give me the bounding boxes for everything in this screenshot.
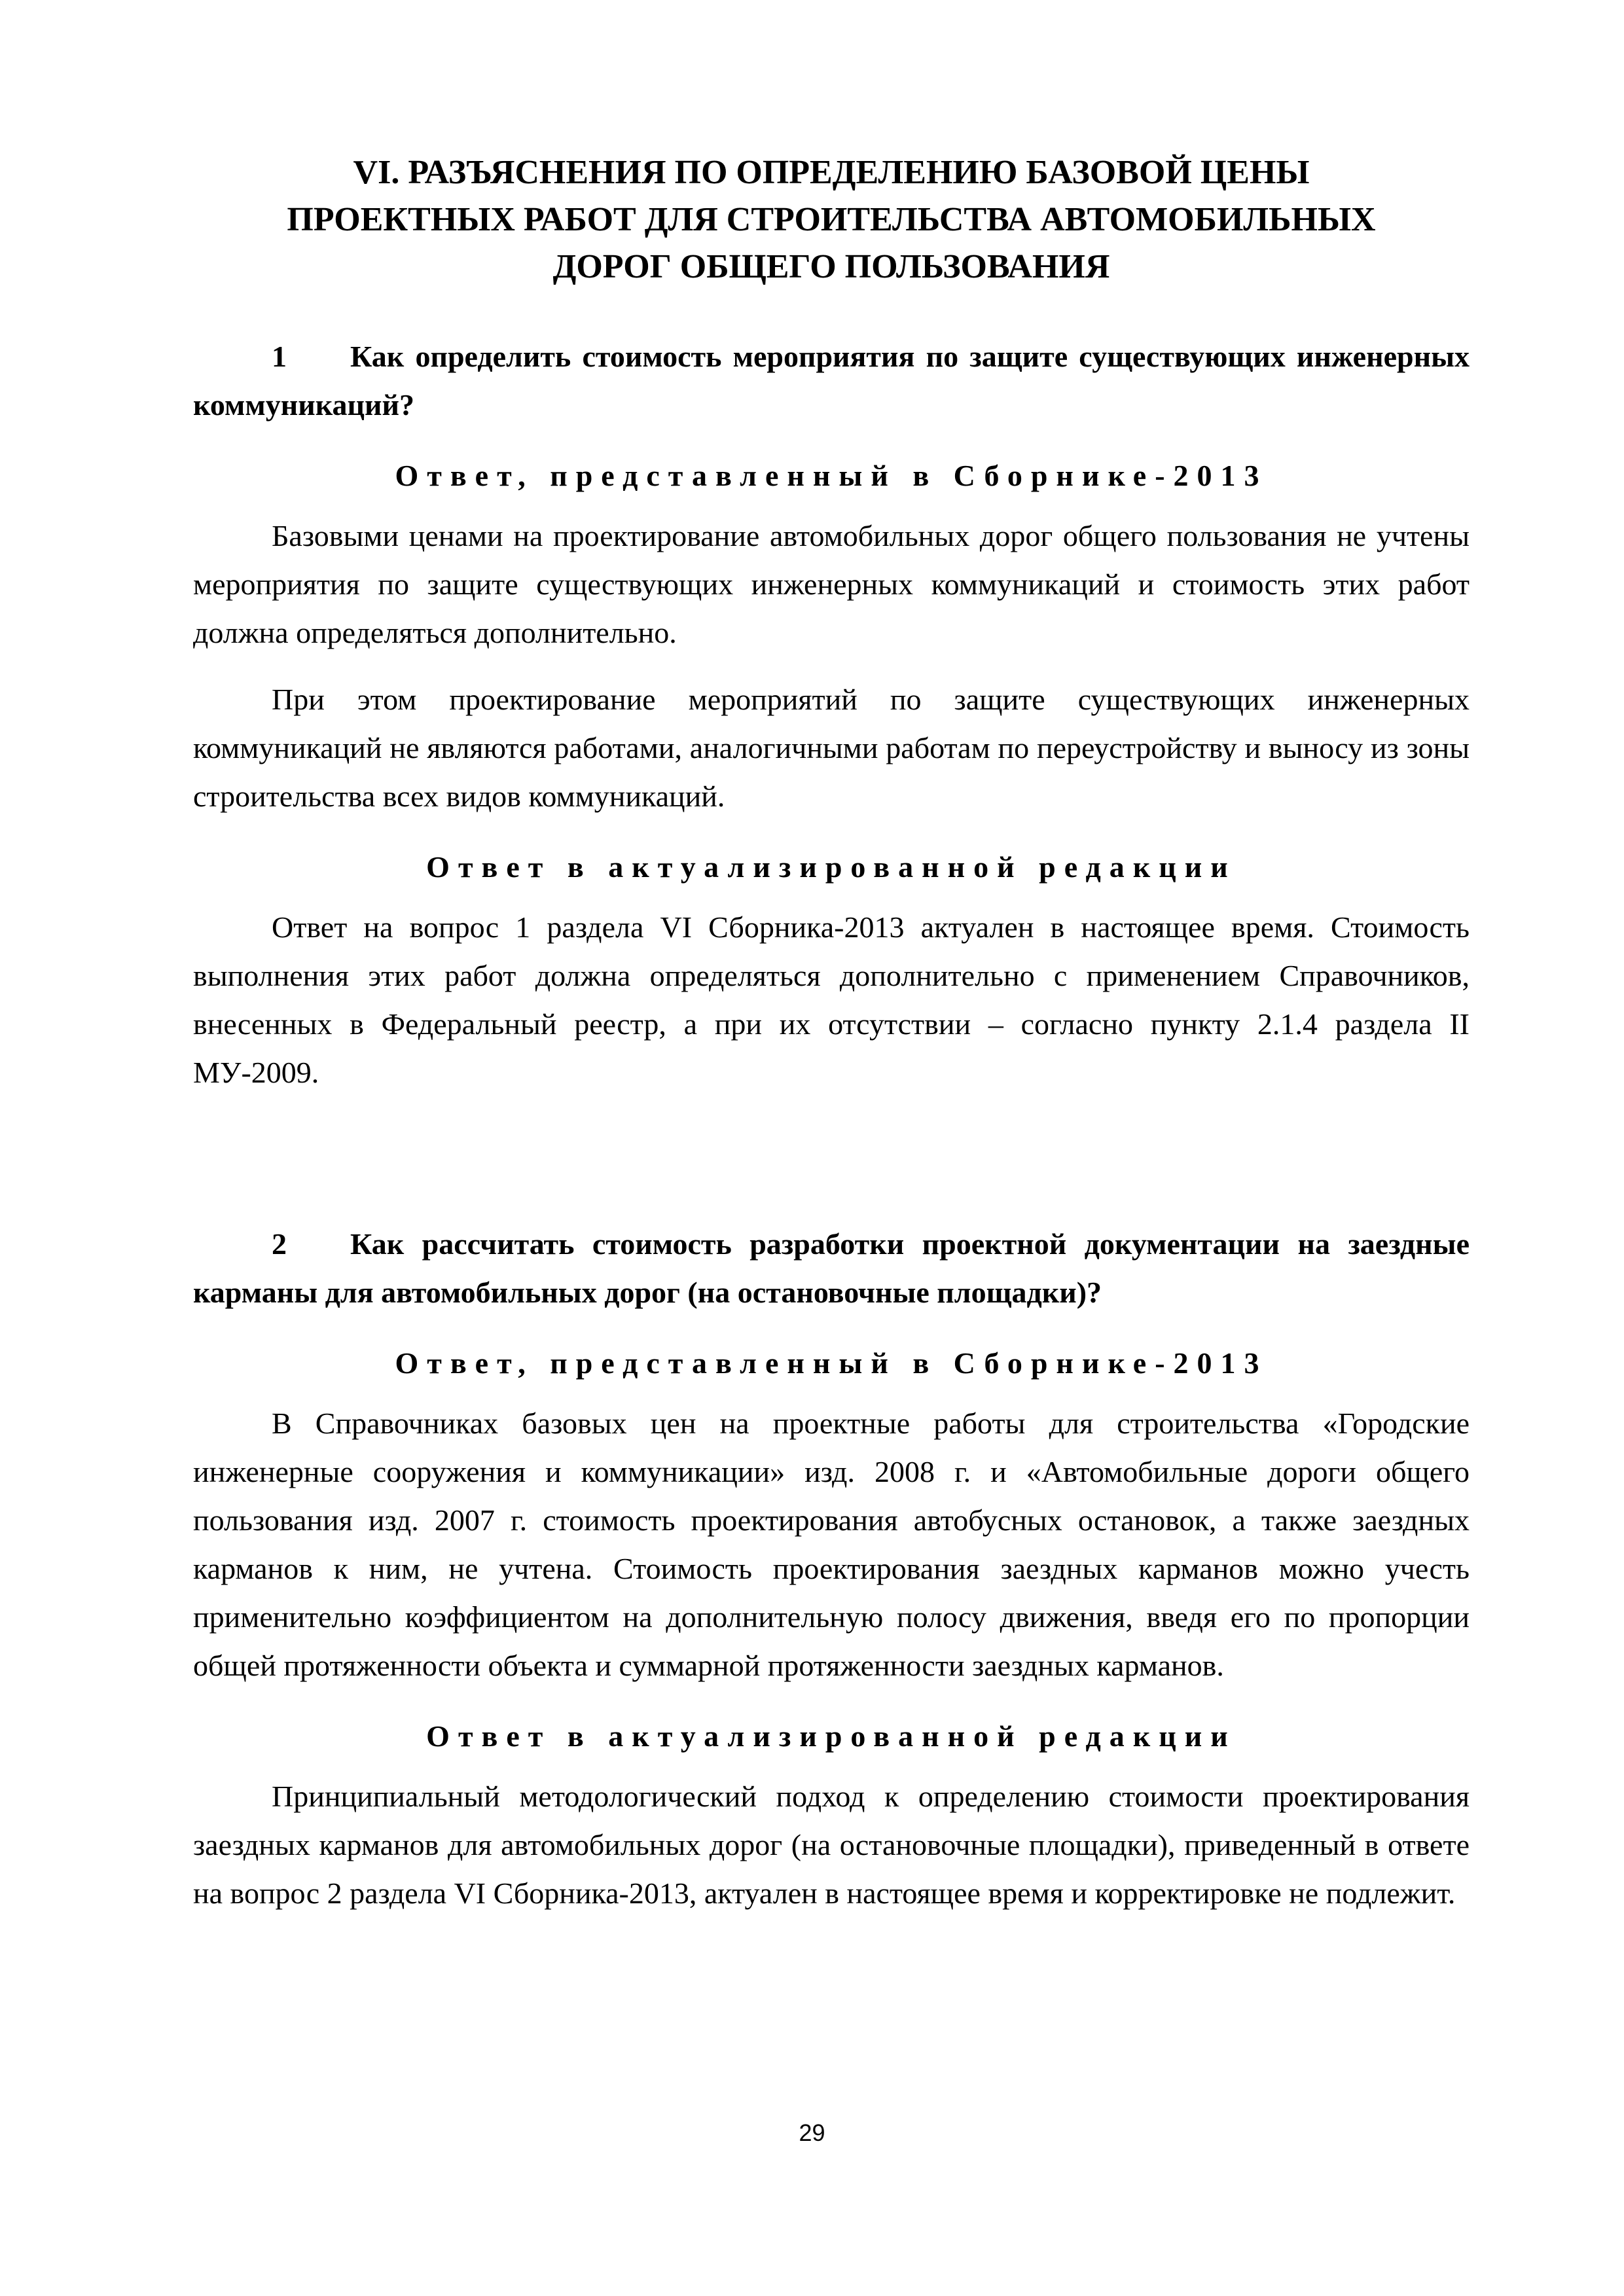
document-body	[193, 332, 1470, 1936]
answer-updated-paragraph-2-1: Принципиальный методологический подход к определению стоимости проектирования заездных карманов для автомобильных дорог (на остановочные площадки), приведенный в ответе на вопрос 2 раздела VI Сборника-2013, актуален в настоящее время и корректировке не подлежит.	[193, 1780, 1470, 1910]
page-number: 29	[799, 2119, 825, 2146]
question-2	[193, 1220, 1470, 1317]
section-title-line-3: ДОРОГ ОБЩЕГО ПОЛЬЗОВАНИЯ	[552, 248, 1110, 285]
answer-2013-heading-1: Ответ, представленный в Сборнике-2013	[395, 459, 1268, 492]
answer-2013-paragraph-1-1: Базовыми ценами на проектирование автомобильных дорог общего пользования не учтены мероприятия по защите существующих инженерных коммуникаций и стоимость этих работ должна определяться дополнительно.	[193, 519, 1470, 649]
question-2-text: Как рассчитать стоимость разработки проектной документации на заездные карманы для автомобильных дорог (на остановочные площадки)?	[193, 1227, 1470, 1309]
question-1	[193, 332, 1470, 429]
answer-2013-heading-2: Ответ, представленный в Сборнике-2013	[395, 1346, 1268, 1380]
section-spacer	[193, 1115, 1470, 1220]
question-block-1	[193, 332, 1470, 1097]
answer-2013-paragraph-2-1: В Справочниках базовых цен на проектные работы для строительства «Городские инженерные сооружения и коммуникации» изд. 2008 г. и «Автомобильные дороги общего пользования изд. 2007 г. стоимость проектирования автобусных остановок, а также заездных карманов к ним, не учтена. Стоимость проектирования заездных карманов можно учесть применительно коэффициентом на дополнительную полосу движения, введя его по пропорции общей протяженности объекта и суммарной протяженности заездных карманов.	[193, 1407, 1470, 1682]
question-1-number: 1	[272, 340, 287, 373]
question-block-2	[193, 1220, 1470, 1918]
answer-2013-paragraph-1-2: При этом проектирование мероприятий по защите существующих инженерных коммуникаций не являются работами, аналогичными работам по переустройству и выносу из зоны строительства всех видов коммуникаций.	[193, 683, 1470, 813]
section-title-line-1: VI. РАЗЪЯСНЕНИЯ ПО ОПРЕДЕЛЕНИЮ БАЗОВОЙ ЦЕНЫ	[353, 154, 1310, 191]
answer-updated-paragraph-1-1: Ответ на вопрос 1 раздела VI Сборника-2013 актуален в настоящее время. Стоимость выполнения этих работ должна определяться дополнительно с применением Справочников, внесенных в Федеральный реестр, а при их отсутствии – согласно пункту 2.1.4 раздела II МУ-2009.	[193, 910, 1470, 1089]
answer-updated-heading-1: Ответ в актуализированной редакции	[426, 850, 1236, 884]
answer-updated-heading-2: Ответ в актуализированной редакции	[426, 1719, 1236, 1753]
section-title	[190, 149, 1473, 291]
question-2-number: 2	[272, 1227, 287, 1261]
section-title-line-2: ПРОЕКТНЫХ РАБОТ ДЛЯ СТРОИТЕЛЬСТВА АВТОМОБИЛЬНЫХ	[287, 201, 1376, 238]
question-1-text: Как определить стоимость мероприятия по защите существующих инженерных коммуникаций?	[193, 340, 1470, 422]
